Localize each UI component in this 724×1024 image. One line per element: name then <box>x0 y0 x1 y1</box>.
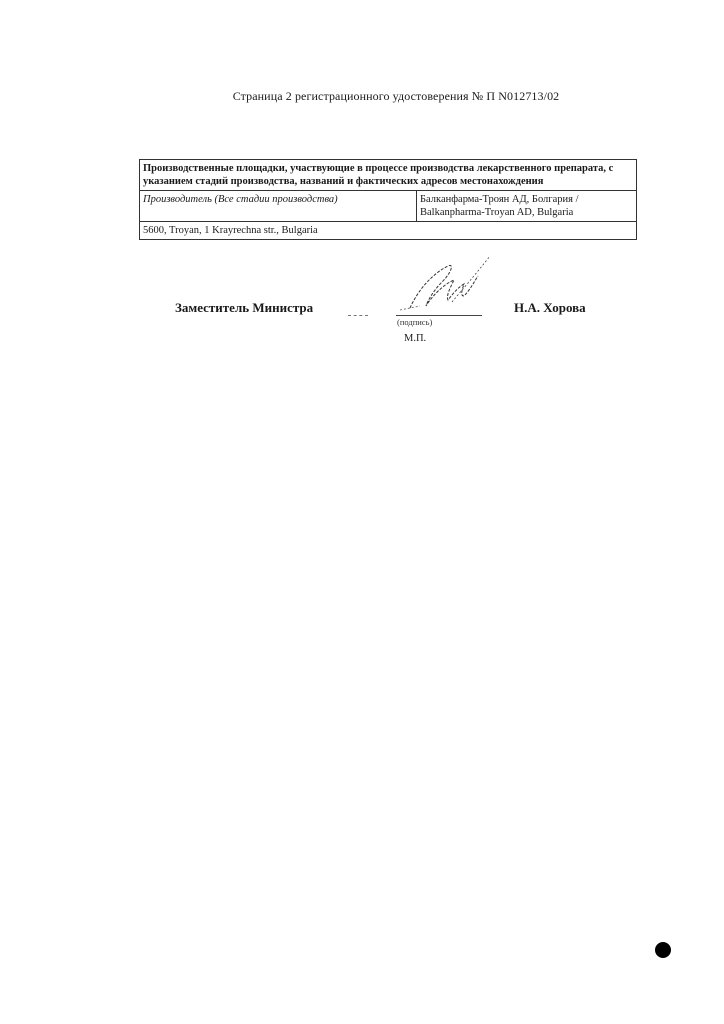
signature-line <box>396 315 482 316</box>
table-row <box>140 222 637 240</box>
signature-dash <box>348 315 368 316</box>
manufacturer-name-en: Balkanpharma-Troyan AD, Bulgaria <box>420 207 574 218</box>
production-sites-table <box>139 159 637 240</box>
manufacturer-address: 5600, Troyan, 1 Krayrechna str., Bulgaria <box>140 222 637 240</box>
scan-dot-mark <box>655 942 671 958</box>
manufacturer-label: Производитель (Все стадии производства) <box>140 191 417 222</box>
signature-caption: (подпись) <box>397 317 433 327</box>
manufacturer-name <box>417 191 637 222</box>
stamp-mark: М.П. <box>404 333 427 344</box>
table-row <box>140 191 637 222</box>
signatory-position: Заместитель Министра <box>175 300 314 315</box>
manufacturer-name-ru: Балканфарма-Троян АД, Болгария / <box>420 194 579 205</box>
table-row <box>140 160 637 191</box>
page-header: Страница 2 регистрационного удостоверения № П N012713/02 <box>232 89 560 103</box>
table-heading: Производственные площадки, участвующие в процессе производства лекарственного препарата, с указанием стадий производства, названий и фактических адресов местонахождения <box>140 160 637 191</box>
signatory-name: Н.А. Хорова <box>514 300 586 315</box>
